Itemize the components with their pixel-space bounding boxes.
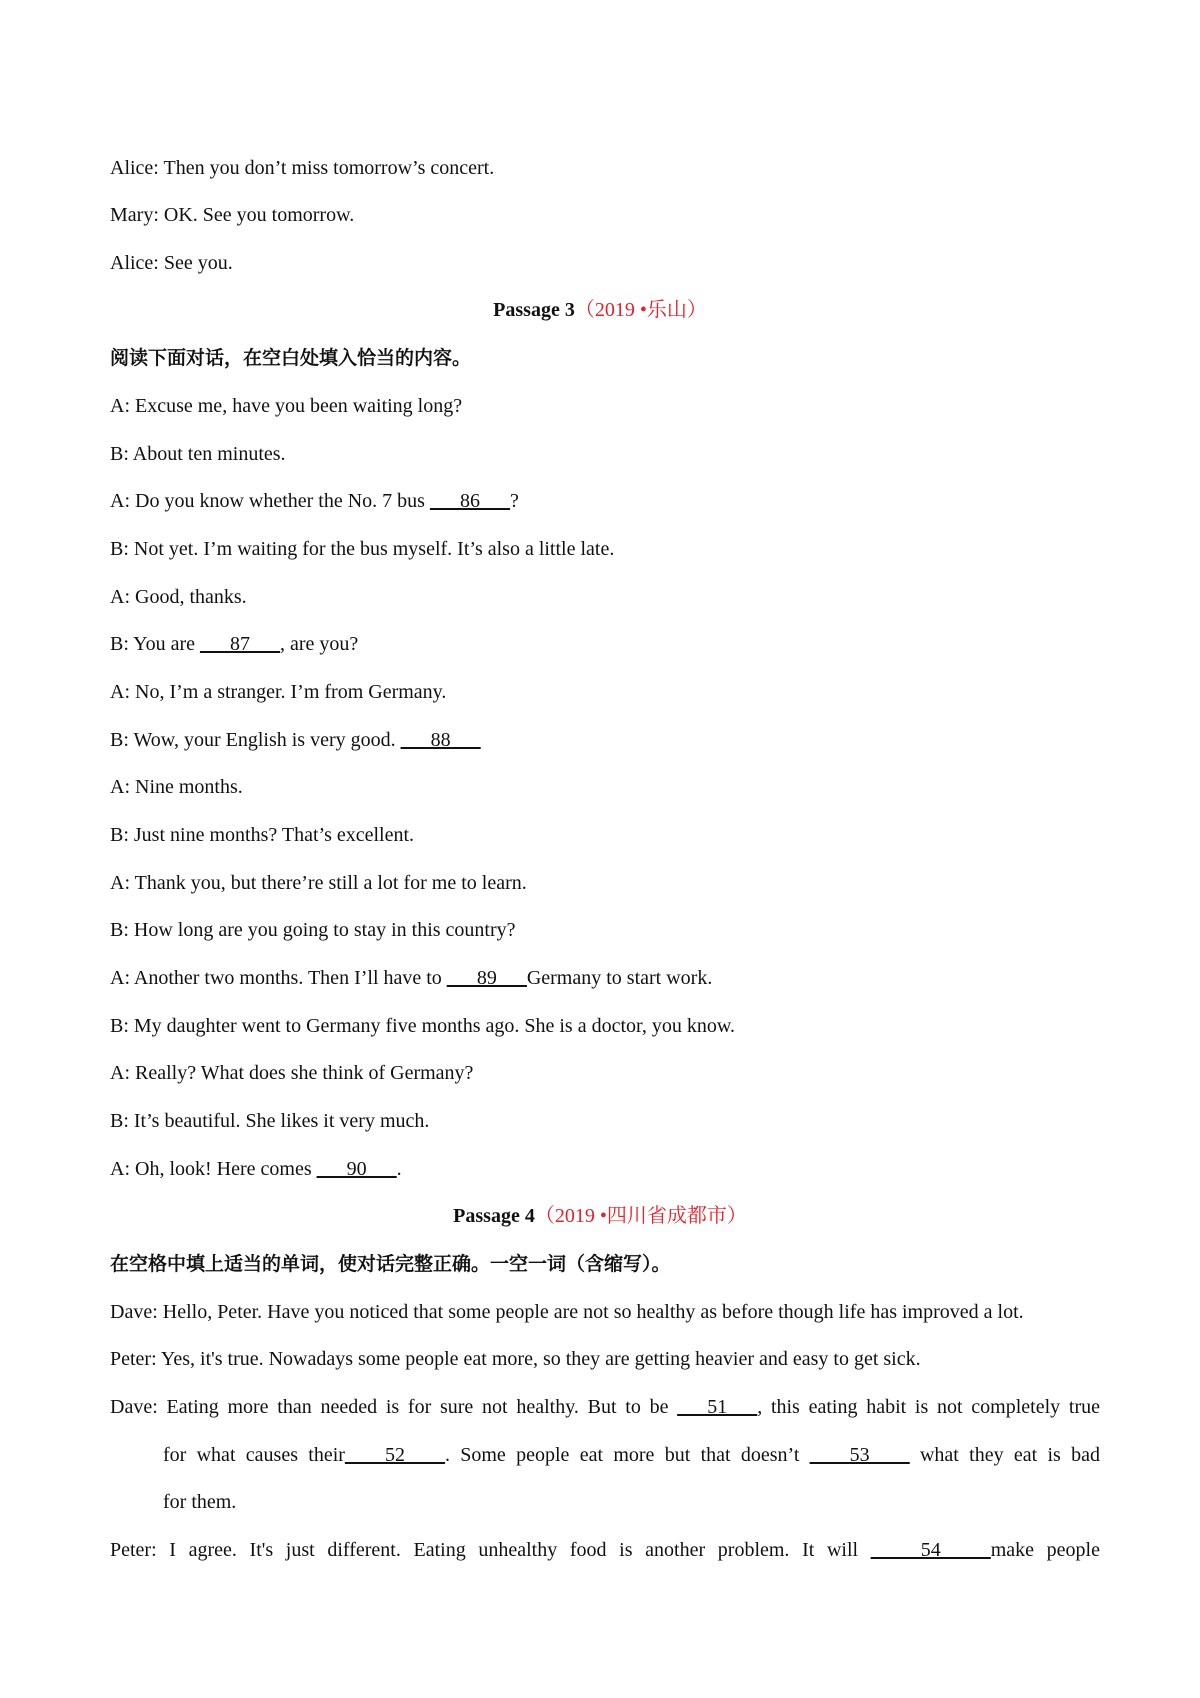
line-text: for what causes their bbox=[163, 1444, 345, 1466]
dialogue-line bbox=[110, 631, 1100, 657]
dialogue-line bbox=[110, 536, 1100, 562]
passage-title: Passage 3 bbox=[493, 299, 575, 321]
line-text: B: How long are you going to stay in this country? bbox=[110, 919, 516, 941]
line-text: B: Not yet. I’m waiting for the bus myself. It’s also a little late. bbox=[110, 538, 615, 560]
dialogue-line bbox=[110, 1108, 1100, 1134]
blank-86[interactable]: ___86___ bbox=[429, 490, 510, 512]
line-text: A: No, I’m a stranger. I’m from Germany. bbox=[110, 681, 447, 703]
dialogue-line bbox=[110, 1156, 1100, 1182]
blank-53[interactable]: ____53____ bbox=[809, 1444, 910, 1466]
blank-87[interactable]: ___87___ bbox=[200, 633, 281, 655]
dialogue-line bbox=[110, 727, 1100, 753]
line-text: A: Really? What does she think of Germany? bbox=[110, 1062, 474, 1084]
dialogue-line bbox=[110, 393, 1100, 419]
dialogue-line bbox=[110, 679, 1100, 705]
dialogue-line bbox=[110, 965, 1100, 991]
line-text: A: Good, thanks. bbox=[110, 586, 247, 608]
line-text: , are you? bbox=[280, 633, 359, 655]
dialogue-line bbox=[110, 1537, 1100, 1563]
dialogue-line bbox=[110, 1394, 1100, 1420]
line-text: B: Wow, your English is very good. bbox=[110, 729, 401, 751]
line-text: B: My daughter went to Germany five months ago. She is a doctor, you know. bbox=[110, 1015, 736, 1037]
dialogue-line bbox=[110, 584, 1100, 610]
line-text: . Some people eat more but that doesn’t bbox=[444, 1444, 810, 1466]
passage-4-heading bbox=[0, 1203, 1200, 1229]
dialogue-line: for them. bbox=[163, 1491, 237, 1513]
passage-source: （2019 •乐山） bbox=[574, 299, 707, 321]
line-text: A: Oh, look! Here comes bbox=[110, 1158, 317, 1180]
blank-88[interactable]: ___88___ bbox=[400, 729, 481, 751]
passage-3-instruction: 阅读下面对话，在空白处填入恰当的内容。 bbox=[110, 347, 472, 369]
dialogue-line bbox=[110, 774, 1100, 800]
line-text: ? bbox=[509, 490, 519, 512]
line-text: what they eat is bad bbox=[909, 1444, 1100, 1466]
dialogue-line bbox=[110, 870, 1100, 896]
blank-90[interactable]: ___90___ bbox=[316, 1158, 397, 1180]
line-text: B: Just nine months? That’s excellent. bbox=[110, 824, 415, 846]
passage-title: Passage 4 bbox=[453, 1205, 535, 1227]
passage-3-heading bbox=[0, 297, 1200, 323]
line-text: A: Thank you, but there’re still a lot for me to learn. bbox=[110, 872, 527, 894]
blank-51[interactable]: ___51___ bbox=[677, 1396, 758, 1418]
dialogue-line: Dave: Hello, Peter. Have you noticed that some people are not so healthy as before though life has improved a lot. bbox=[110, 1301, 1024, 1323]
dialogue-line bbox=[110, 1060, 1100, 1086]
line-text: Peter: I agree. It's just different. Eating unhealthy food is another problem. It will bbox=[110, 1539, 871, 1561]
dialogue-line bbox=[110, 488, 1100, 514]
blank-52[interactable]: ____52____ bbox=[344, 1444, 445, 1466]
dialogue-line bbox=[110, 917, 1100, 943]
line-text: B: About ten minutes. bbox=[110, 443, 286, 465]
line-text: Germany to start work. bbox=[526, 967, 713, 989]
line-text: Dave: Eating more than needed is for sure not healthy. But to be bbox=[110, 1396, 678, 1418]
blank-54[interactable]: _____54_____ bbox=[870, 1539, 991, 1561]
line-text: A: Another two months. Then I’ll have to bbox=[110, 967, 447, 989]
line-text: A: Do you know whether the No. 7 bus bbox=[110, 490, 430, 512]
line-text: B: You are bbox=[110, 633, 201, 655]
passage-4-instruction: 在空格中填上适当的单词，使对话完整正确。一空一词（含缩写）。 bbox=[110, 1253, 671, 1275]
line-text: A: Nine months. bbox=[110, 776, 243, 798]
dialogue-line bbox=[110, 822, 1100, 848]
line-text: . bbox=[396, 1158, 402, 1180]
dialogue-line: Alice: See you. bbox=[110, 252, 233, 274]
dialogue-line: Peter: Yes, it's true. Nowadays some people eat more, so they are getting heavier and easy to get sick. bbox=[110, 1348, 921, 1370]
dialogue-line: Mary: OK. See you tomorrow. bbox=[110, 204, 355, 226]
passage-source: （2019 •四川省成都市） bbox=[534, 1205, 747, 1227]
dialogue-line bbox=[110, 441, 1100, 467]
dialogue-line bbox=[163, 1442, 1100, 1468]
dialogue-line: Alice: Then you don’t miss tomorrow’s concert. bbox=[110, 157, 495, 179]
line-text: A: Excuse me, have you been waiting long? bbox=[110, 395, 463, 417]
line-text: make people bbox=[990, 1539, 1100, 1561]
line-text: B: It’s beautiful. She likes it very much. bbox=[110, 1110, 430, 1132]
blank-89[interactable]: ___89___ bbox=[446, 967, 527, 989]
line-text: , this eating habit is not completely true bbox=[757, 1396, 1100, 1418]
dialogue-line bbox=[110, 1013, 1100, 1039]
